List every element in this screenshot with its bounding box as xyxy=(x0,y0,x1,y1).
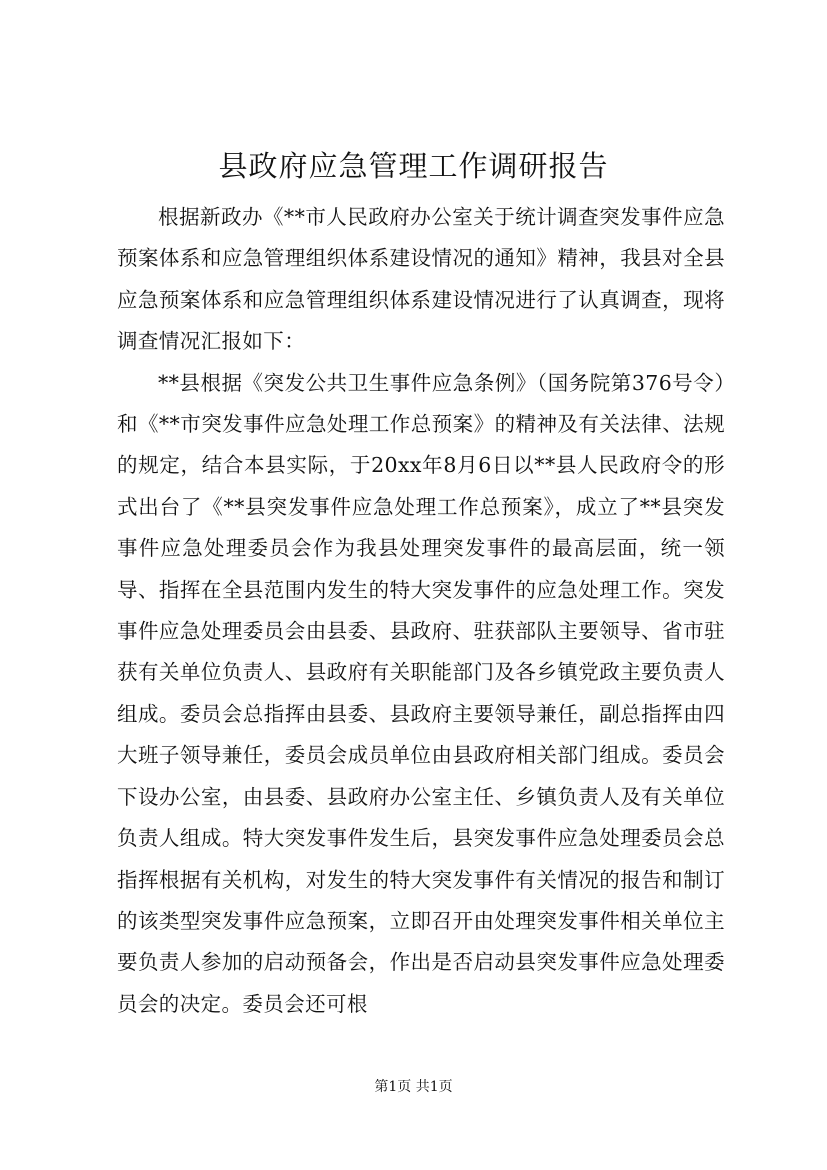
document-body xyxy=(117,197,725,1025)
document-title: 县政府应急管理工作调研报告 xyxy=(218,149,609,183)
paragraph-intro: 根据新政办《**市人民政府办公室关于统计调查突发事件应急预案体系和应急管理组织体系建设情况的通知》精神，我县对全县应急预案体系和应急管理组织体系建设情况进行了认真调查，现将调查情况汇报如下： xyxy=(117,205,725,354)
paragraph-main: **县根据《突发公共卫生事件应急条例》（国务院第376号令）和《**市突发事件应急处理工作总预案》的精神及有关法律、法规的规定，结合本县实际，于20xx年8月6日以**县人民政府令的形式出台了《**县突发事件应急处理工作总预案》，成立了**县突发事件应急处理委员会作为我县处理突发事件的最高层面，统一领导、指挥在全县范围内发生的特大突发事件的应急处理工作。突发事件应急处理委员会由县委、县政府、驻获部队主要领导、省市驻获有关单位负责人、县政府有关职能部门及各乡镇党政主要负责人组成。委员会总指挥由县委、县政府主要领导兼任，副总指挥由四大班子领导兼任，委员会成员单位由县政府相关部门组成。委员会下设办公室，由县委、县政府办公室主任、乡镇负责人及有关单位负责人组成。特大突发事件发生后，县突发事件应急处理委员会总指挥根据有关机构，对发生的特大突发事件有关情况的报告和制订的该类型突发事件应急预案，立即召开由处理突发事件相关单位主要负责人参加的启动预备会，作出是否启动县突发事件应急处理委员会的决定。委员会还可根 xyxy=(117,370,725,1016)
page-footer: 第1页 共1页 xyxy=(374,1079,453,1095)
